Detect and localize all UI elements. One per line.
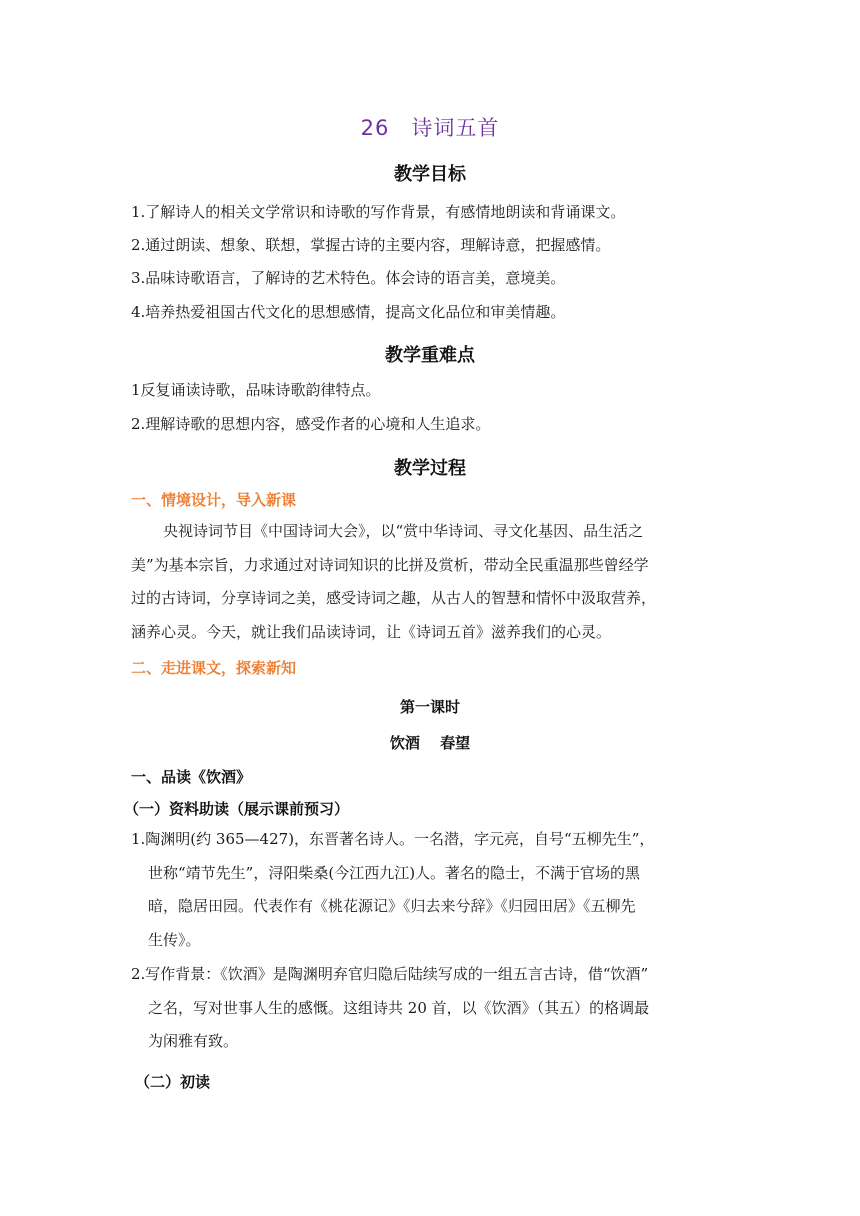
goals-heading: 教学目标 bbox=[394, 164, 466, 185]
list-item-line: 1.陶渊明(约 365—427)，东晋著名诗人。一名潜，字元亮，自号“五柳先生”， bbox=[131, 830, 655, 848]
goal-item: 2.通过朗读、想象、联想，掌握古诗的主要内容，理解诗意，把握感情。 bbox=[131, 236, 611, 254]
list-item-line: 暗，隐居田园。代表作有《桃花源记》《归去来兮辞》《归园田居》《五柳先 bbox=[148, 897, 636, 915]
process-heading: 教学过程 bbox=[394, 458, 466, 479]
paragraph-line: 央视诗词节目《中国诗词大会》，以“赏中华诗词、寻文化基因、品生活之 bbox=[163, 522, 644, 540]
section-heading-explore: 二、走进课文，探索新知 bbox=[131, 659, 297, 677]
list-item-line: 世称“靖节先生”，浔阳柴桑(今江西九江)人。著名的隐士，不满于官场的黑 bbox=[148, 864, 641, 882]
period-heading: 第一课时 bbox=[399, 698, 460, 716]
paragraph-line: 美”为基本宗旨，力求通过对诗词知识的比拼及赏析，带动全民重温那些曾经学 bbox=[131, 556, 649, 574]
goal-item: 1.了解诗人的相关文学常识和诗歌的写作背景，有感情地朗读和背诵课文。 bbox=[131, 203, 626, 221]
page-title: 26 诗词五首 bbox=[360, 116, 500, 140]
goal-item: 3.品味诗歌语言，了解诗的艺术特色。体会诗的语言美，意境美。 bbox=[131, 269, 566, 287]
key-points-heading: 教学重难点 bbox=[385, 345, 475, 366]
poems-heading: 饮酒 春望 bbox=[389, 734, 471, 752]
list-item-line: 为闲雅有致。 bbox=[148, 1032, 239, 1050]
key-point-item: 2.理解诗歌的思想内容，感受作者的心境和人生追求。 bbox=[131, 415, 491, 433]
list-item-line: 之名，写对世事人生的感慨。这组诗共 20 首，以《饮酒》（其五）的格调最 bbox=[148, 999, 650, 1017]
section-heading-intro: 一、情境设计，导入新课 bbox=[131, 491, 297, 509]
paragraph-line: 涵养心灵。今天，就让我们品读诗词，让《诗词五首》滋养我们的心灵。 bbox=[131, 623, 612, 641]
part-heading: 一、品读《饮酒》 bbox=[131, 768, 252, 786]
list-item-line: 生传》。 bbox=[148, 931, 201, 949]
key-point-item: 1反复诵读诗歌，品味诗歌韵律特点。 bbox=[131, 381, 381, 399]
subsection-heading: （二）初读 bbox=[135, 1073, 211, 1091]
list-item-line: 2.写作背景：《饮酒》是陶渊明弃官归隐后陆续写成的一组五言古诗，借“饮酒” bbox=[131, 965, 649, 983]
subsection-heading: （一）资料助读（展示课前预习） bbox=[124, 800, 350, 818]
paragraph-line: 过的古诗词，分享诗词之美，感受诗词之趣，从古人的智慧和情怀中汲取营养， bbox=[131, 589, 657, 607]
goal-item: 4.培养热爱祖国古代文化的思想感情，提高文化品位和审美情趣。 bbox=[131, 303, 566, 321]
